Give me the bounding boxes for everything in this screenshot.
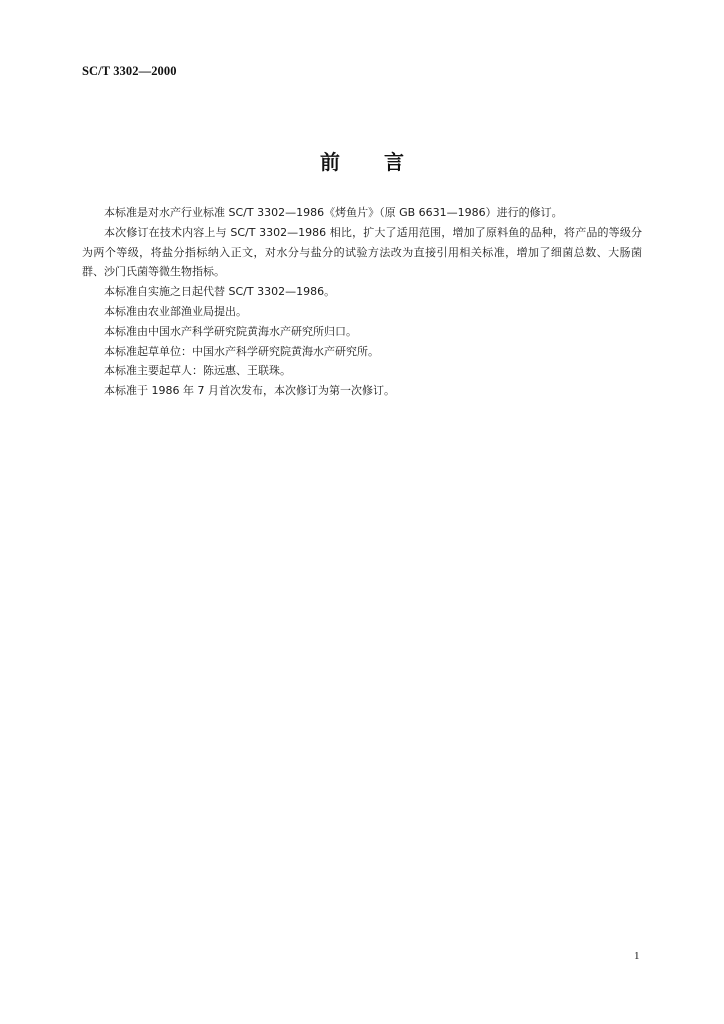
foreword-body — [82, 203, 642, 401]
paragraph-proposer: 本标准由农业部渔业局提出。 — [104, 304, 247, 318]
paragraph-drafters: 本标准主要起草人：陈远惠、王联珠。 — [104, 364, 291, 378]
paragraph-centralized-by: 本标准由中国水产科学研究院黄海水产研究所归口。 — [104, 324, 357, 338]
paragraph-publication-history: 本标准于 1986 年 7 月首次发布，本次修订为第一次修订。 — [104, 384, 395, 398]
title-char-1: 前 — [320, 150, 340, 174]
paragraph-replacement: 本标准自实施之日起代替 SC/T 3302—1986。 — [104, 285, 336, 299]
paragraph-drafting-unit: 本标准起草单位：中国水产科学研究院黄海水产研究所。 — [104, 344, 379, 358]
paragraph-revision-content: 本次修订在技术内容上与 SC/T 3302—1986 相比，扩大了适用范围，增加了原料鱼的品种，将产品的等级分为两个等级，将盐分指标纳入正文，对水分与盐分的试验方法改为直接引用相关标准，增加了细菌总数、大肠菌群、沙门氏菌等微生物指标。 — [82, 225, 642, 279]
page-title — [0, 146, 724, 175]
paragraph-revision-basis: 本标准是对水产行业标准 SC/T 3302—1986《烤鱼片》（原 GB 6631—1986）进行的修订。 — [104, 206, 563, 219]
page-number: 1 — [634, 950, 640, 962]
standard-code: SC/T 3302—2000 — [82, 64, 177, 78]
title-char-2: 言 — [384, 150, 404, 174]
